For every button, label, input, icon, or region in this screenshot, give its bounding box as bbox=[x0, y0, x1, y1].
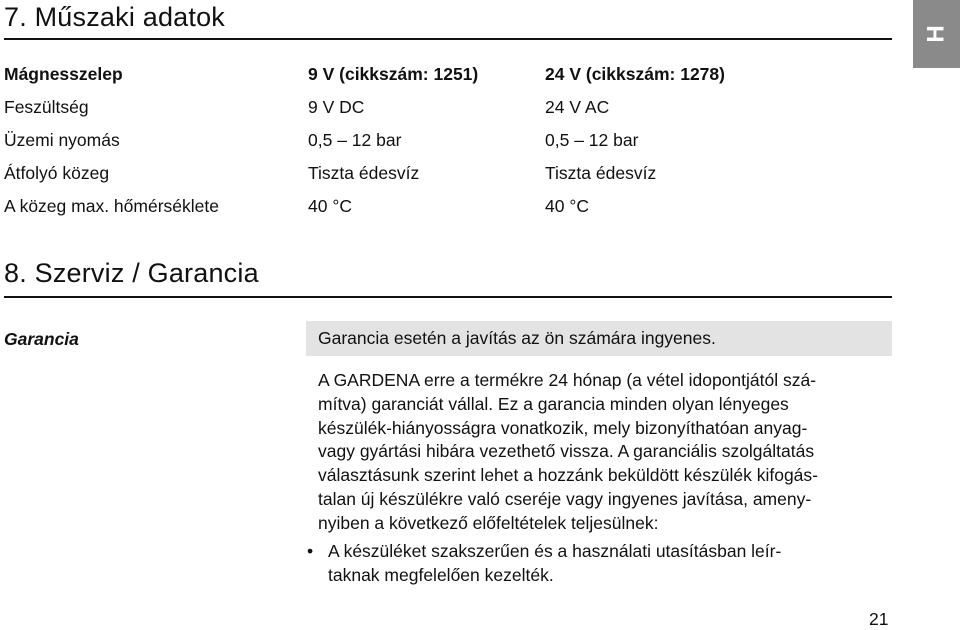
spec-row bbox=[4, 190, 725, 223]
spec-value-24v: Tiszta édesvíz bbox=[545, 163, 657, 183]
section-8-rule bbox=[4, 296, 892, 298]
spec-row bbox=[4, 157, 725, 190]
body-line: nyiben a következő előfeltételek teljesülnek: bbox=[318, 512, 659, 533]
spec-label: Feszültség bbox=[4, 97, 89, 117]
bullet-line: A készüléket szakszerűen és a használati utasításban leír- bbox=[328, 541, 782, 561]
language-tab bbox=[913, 0, 960, 68]
spec-header-9v: 9 V (cikkszám: 1251) bbox=[308, 64, 479, 84]
warranty-side-label: Garancia bbox=[4, 329, 79, 349]
body-line: készülék-hiányosságra vonatkozik, mely bizonyíthatóan anyag- bbox=[318, 417, 808, 438]
spec-label: Üzemi nyomás bbox=[4, 130, 120, 150]
warranty-intro-box: Garancia esetén a javítás az ön számára ingyenes. bbox=[306, 321, 892, 356]
spec-value-9v: 9 V DC bbox=[308, 97, 365, 117]
section-8-title: 8. Szerviz / Garancia bbox=[4, 258, 259, 288]
body-line: talan új készülékre való cseréje vagy ingyenes javítása, ameny- bbox=[318, 488, 812, 509]
spec-table bbox=[4, 58, 725, 223]
section-7-rule bbox=[4, 38, 892, 40]
spec-value-9v: 0,5 – 12 bar bbox=[308, 130, 402, 150]
spec-value-24v: 40 °C bbox=[545, 196, 589, 216]
bullet-line: taknak megfelelően kezelték. bbox=[328, 564, 554, 585]
spec-label: A közeg max. hőmérséklete bbox=[4, 196, 219, 216]
spec-header-row bbox=[4, 58, 725, 91]
warranty-bullet-item bbox=[306, 540, 866, 588]
spec-value-9v: Tiszta édesvíz bbox=[308, 163, 420, 183]
bullet-icon: • bbox=[307, 541, 314, 561]
spec-header-label: Mágnesszelep bbox=[4, 64, 123, 84]
body-line: vagy gyártási hibára vezethető vissza. A garanciális szolgáltatás bbox=[318, 441, 815, 462]
page-number: 21 bbox=[869, 609, 889, 629]
spec-label: Átfolyó közeg bbox=[4, 163, 110, 183]
spec-row bbox=[4, 124, 725, 157]
body-line: A GARDENA erre a termékre 24 hónap (a vétel idopontjától szá- bbox=[318, 370, 817, 390]
warranty-body-text bbox=[318, 369, 878, 536]
body-line: mítva) garanciát vállal. Ez a garancia minden olyan lényeges bbox=[318, 393, 789, 414]
section-7-title: 7. Műszaki adatok bbox=[4, 2, 226, 32]
spec-value-9v: 40 °C bbox=[308, 196, 352, 216]
language-tab-label: H bbox=[922, 25, 950, 43]
spec-value-24v: 24 V AC bbox=[545, 97, 610, 117]
spec-header-24v: 24 V (cikkszám: 1278) bbox=[545, 64, 725, 84]
body-line: választásunk szerint lehet a hozzánk beküldött készülék kifogás- bbox=[318, 465, 818, 486]
spec-value-24v: 0,5 – 12 bar bbox=[545, 130, 639, 150]
spec-row bbox=[4, 91, 725, 124]
